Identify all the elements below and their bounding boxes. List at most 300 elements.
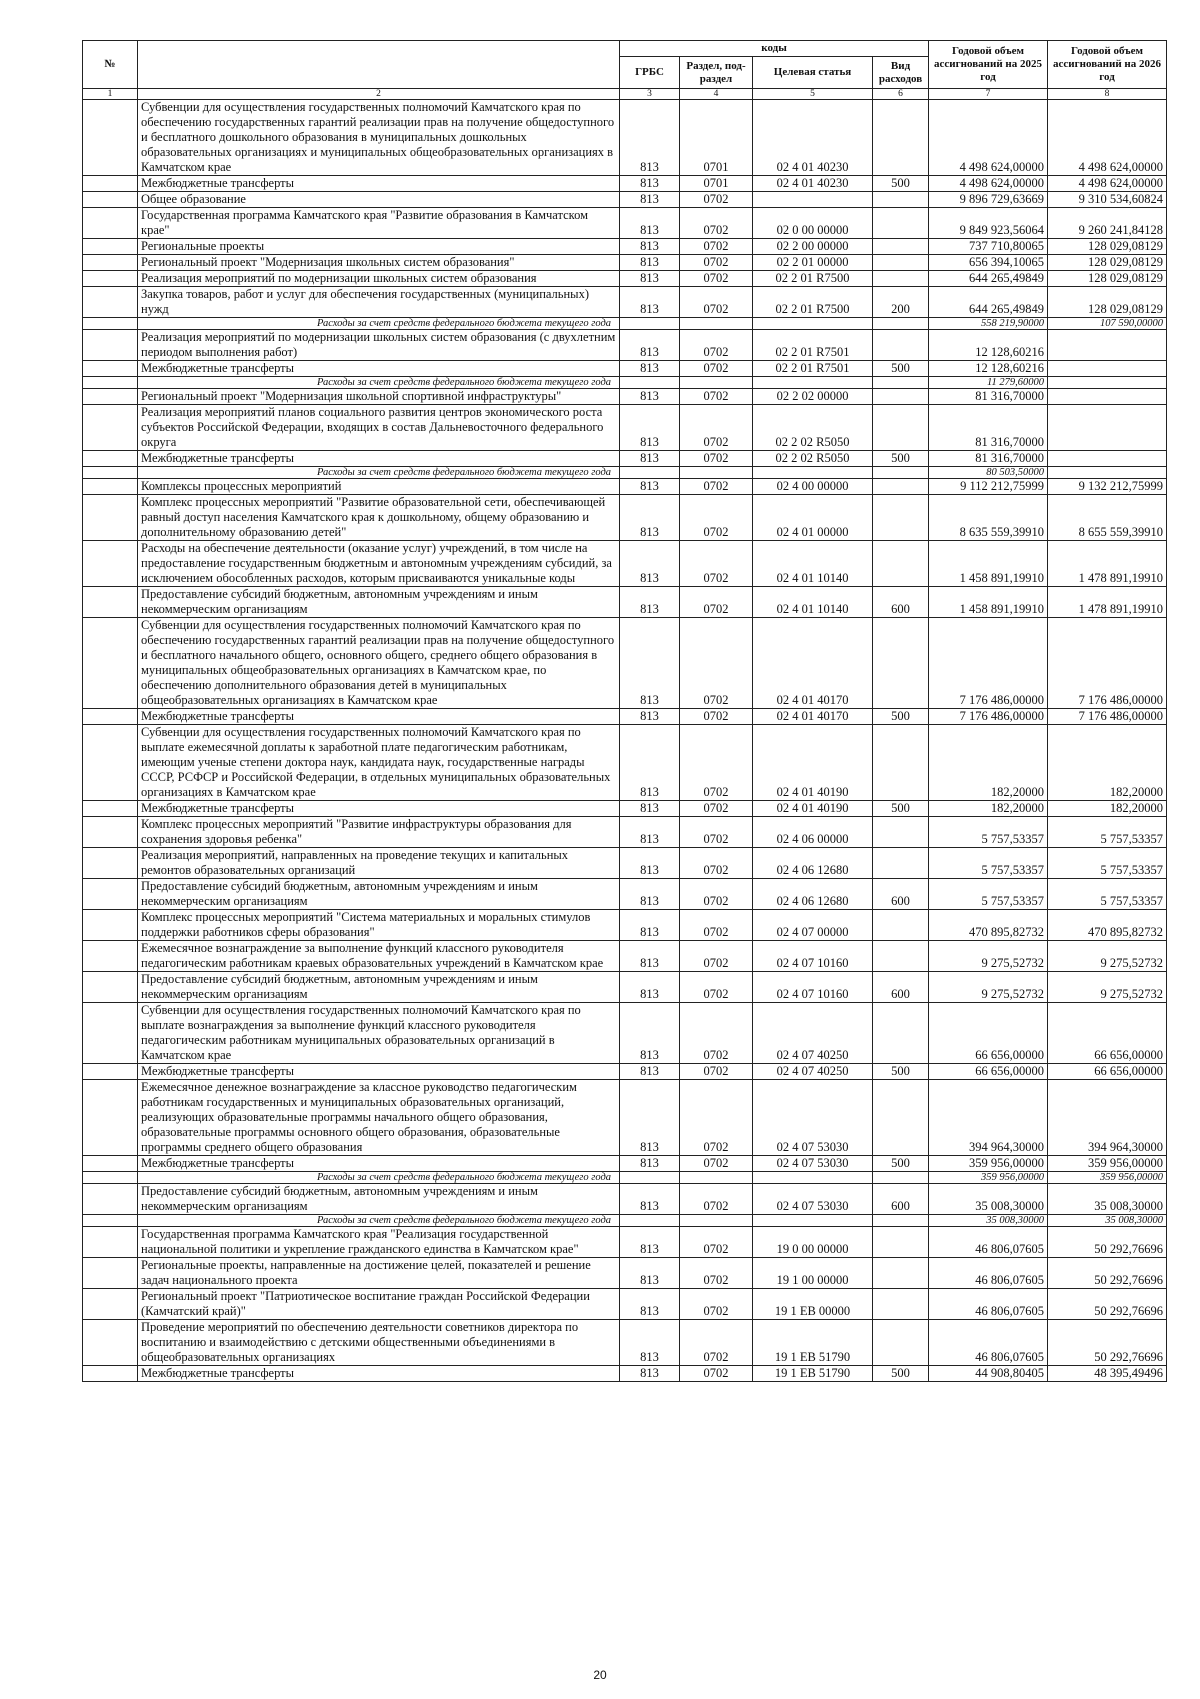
- section-cell: 0702: [680, 1289, 753, 1320]
- section-cell: 0702: [680, 239, 753, 255]
- expense-type-cell: [873, 208, 929, 239]
- amount-2025-cell: 5 757,53357: [929, 848, 1048, 879]
- table-row: [83, 1080, 1167, 1156]
- amount-2025-cell: 4 498 624,00000: [929, 176, 1048, 192]
- amount-2026-cell: 9 275,52732: [1048, 941, 1167, 972]
- target-article-cell: 19 0 00 00000: [753, 1227, 873, 1258]
- expense-type-cell: [873, 941, 929, 972]
- section-cell: 0701: [680, 100, 753, 176]
- grbs-cell: 813: [620, 941, 680, 972]
- row-name: Реализация мероприятий по модернизации школьных систем образования (с двухлетним периодом выполнения работ): [138, 330, 620, 361]
- section-cell: 0702: [680, 618, 753, 709]
- expense-type-cell: [873, 467, 929, 479]
- no-cell: [83, 817, 138, 848]
- amount-2025-cell: 4 498 624,00000: [929, 100, 1048, 176]
- row-name: Общее образование: [138, 192, 620, 208]
- row-name: Региональный проект "Модернизация школьной спортивной инфраструктуры": [138, 389, 620, 405]
- expense-type-cell: [873, 1320, 929, 1366]
- no-cell: [83, 377, 138, 389]
- expense-type-cell: [873, 1080, 929, 1156]
- amount-2025-cell: 46 806,07605: [929, 1227, 1048, 1258]
- target-article-cell: 19 1 ЕВ 51790: [753, 1320, 873, 1366]
- amount-2026-cell: [1048, 377, 1167, 389]
- amount-2026-cell: 9 260 241,84128: [1048, 208, 1167, 239]
- amount-2025-cell: 5 757,53357: [929, 879, 1048, 910]
- row-name: Ежемесячное вознаграждение за выполнение функций классного руководителя педагогическим работникам краевых образовательных учреждений в Камчатском крае: [138, 941, 620, 972]
- target-article-cell: 02 2 01 R7500: [753, 271, 873, 287]
- amount-2026-cell: 128 029,08129: [1048, 287, 1167, 318]
- target-article-cell: 02 4 07 53030: [753, 1080, 873, 1156]
- grbs-cell: 813: [620, 1184, 680, 1215]
- amount-2026-cell: [1048, 330, 1167, 361]
- grbs-cell: 813: [620, 1258, 680, 1289]
- expense-type-cell: [873, 1215, 929, 1227]
- row-name: Комплекс процессных мероприятий "Развитие инфраструктуры образования для сохранения здоровья ребенка": [138, 817, 620, 848]
- federal-budget-row: [83, 318, 1167, 330]
- section-cell: 0702: [680, 330, 753, 361]
- table-row: [83, 330, 1167, 361]
- table-row: [83, 255, 1167, 271]
- table-row: [83, 100, 1167, 176]
- section-cell: 0701: [680, 176, 753, 192]
- federal-budget-row: [83, 377, 1167, 389]
- no-cell: [83, 1156, 138, 1172]
- table-row: [83, 287, 1167, 318]
- amount-2026-cell: [1048, 389, 1167, 405]
- section-cell: 0702: [680, 361, 753, 377]
- section-cell: 0702: [680, 405, 753, 451]
- row-name: Региональные проекты: [138, 239, 620, 255]
- no-cell: [83, 541, 138, 587]
- table-row: [83, 910, 1167, 941]
- section-cell: [680, 1215, 753, 1227]
- expense-type-cell: [873, 725, 929, 801]
- section-cell: 0702: [680, 709, 753, 725]
- grbs-cell: [620, 1172, 680, 1184]
- amount-2026-cell: 50 292,76696: [1048, 1289, 1167, 1320]
- no-cell: [83, 1215, 138, 1227]
- amount-2025-cell: 9 275,52732: [929, 941, 1048, 972]
- section-cell: 0702: [680, 271, 753, 287]
- target-article-cell: 02 4 01 40230: [753, 100, 873, 176]
- table-row: [83, 389, 1167, 405]
- no-cell: [83, 192, 138, 208]
- section-cell: 0702: [680, 1064, 753, 1080]
- target-article-cell: 02 4 06 12680: [753, 848, 873, 879]
- grbs-cell: 813: [620, 541, 680, 587]
- row-name: Проведение мероприятий по обеспечению деятельности советников директора по воспитанию и взаимодействию с детскими общественными объединениями в общеобразовательных организациях: [138, 1320, 620, 1366]
- header-no: №: [83, 41, 138, 89]
- amount-2025-cell: 81 316,70000: [929, 451, 1048, 467]
- table-row: [83, 1184, 1167, 1215]
- section-cell: 0702: [680, 817, 753, 848]
- amount-2025-cell: 737 710,80065: [929, 239, 1048, 255]
- table-row: [83, 405, 1167, 451]
- grbs-cell: 813: [620, 361, 680, 377]
- amount-2025-cell: 470 895,82732: [929, 910, 1048, 941]
- column-number: 4: [680, 89, 753, 100]
- no-cell: [83, 361, 138, 377]
- grbs-cell: 813: [620, 1003, 680, 1064]
- amount-2025-cell: 44 908,80405: [929, 1366, 1048, 1382]
- row-name: Субвенции для осуществления государственных полномочий Камчатского края по выплате вознаграждения за выполнение функций классного руководителя педагогическим работникам муниципальных образовательных организаций в Камчатском крае: [138, 1003, 620, 1064]
- target-article-cell: 02 4 06 12680: [753, 879, 873, 910]
- amount-2025-cell: 81 316,70000: [929, 405, 1048, 451]
- grbs-cell: 813: [620, 287, 680, 318]
- section-cell: 0702: [680, 725, 753, 801]
- row-name: Межбюджетные трансферты: [138, 1156, 620, 1172]
- table-row: [83, 1289, 1167, 1320]
- target-article-cell: 02 4 01 40170: [753, 709, 873, 725]
- amount-2025-cell: 558 219,90000: [929, 318, 1048, 330]
- target-article-cell: [753, 377, 873, 389]
- expense-type-cell: [873, 405, 929, 451]
- no-cell: [83, 1184, 138, 1215]
- section-cell: 0702: [680, 587, 753, 618]
- section-cell: 0702: [680, 451, 753, 467]
- target-article-cell: [753, 192, 873, 208]
- header-target: Целевая статья: [753, 57, 873, 89]
- expense-type-cell: [873, 495, 929, 541]
- target-article-cell: 02 4 01 00000: [753, 495, 873, 541]
- target-article-cell: 02 4 06 00000: [753, 817, 873, 848]
- target-article-cell: 02 0 00 00000: [753, 208, 873, 239]
- grbs-cell: 813: [620, 1156, 680, 1172]
- amount-2026-cell: 107 590,00000: [1048, 318, 1167, 330]
- target-article-cell: 02 4 07 10160: [753, 941, 873, 972]
- amount-2026-cell: 128 029,08129: [1048, 271, 1167, 287]
- table-row: [83, 709, 1167, 725]
- expense-type-cell: 500: [873, 451, 929, 467]
- expense-type-cell: [873, 1258, 929, 1289]
- expense-type-cell: [873, 1172, 929, 1184]
- target-article-cell: 02 4 01 40170: [753, 618, 873, 709]
- target-article-cell: [753, 1172, 873, 1184]
- table-row: [83, 817, 1167, 848]
- expense-type-cell: 600: [873, 972, 929, 1003]
- amount-2026-cell: 9 132 212,75999: [1048, 479, 1167, 495]
- amount-2026-cell: 128 029,08129: [1048, 255, 1167, 271]
- expense-type-cell: [873, 389, 929, 405]
- federal-budget-row: [83, 1172, 1167, 1184]
- row-name: Субвенции для осуществления государственных полномочий Камчатского края по обеспечению государственных гарантий реализации прав на получение общедоступного и бесплатного начального общего, основного общего, среднего общего образования в муниципальных общеобразовательных организациях в Камчатском крае, по обеспечению дополнительного образования детей в муниципальных общеобразовательных организациях в Камчатском крае: [138, 618, 620, 709]
- row-name: Межбюджетные трансферты: [138, 361, 620, 377]
- amount-2026-cell: [1048, 451, 1167, 467]
- table-row: [83, 848, 1167, 879]
- row-name: Расходы за счет средств федерального бюджета текущего года: [138, 1215, 620, 1227]
- target-article-cell: 02 4 01 40230: [753, 176, 873, 192]
- federal-budget-row: [83, 467, 1167, 479]
- row-name: Комплекс процессных мероприятий "Развитие образовательной сети, обеспечивающей равный доступ населения Камчатского края к дошкольному, общему образованию и дополнительному образованию детей": [138, 495, 620, 541]
- expense-type-cell: 600: [873, 587, 929, 618]
- column-number: 2: [138, 89, 620, 100]
- no-cell: [83, 848, 138, 879]
- header-section: Раздел, под-раздел: [680, 57, 753, 89]
- grbs-cell: 813: [620, 879, 680, 910]
- expense-type-cell: 500: [873, 176, 929, 192]
- target-article-cell: 02 2 01 R7500: [753, 287, 873, 318]
- amount-2025-cell: 11 279,60000: [929, 377, 1048, 389]
- amount-2026-cell: 1 478 891,19910: [1048, 541, 1167, 587]
- amount-2025-cell: 359 956,00000: [929, 1156, 1048, 1172]
- no-cell: [83, 451, 138, 467]
- expense-type-cell: 600: [873, 879, 929, 910]
- grbs-cell: 813: [620, 208, 680, 239]
- amount-2026-cell: 50 292,76696: [1048, 1258, 1167, 1289]
- no-cell: [83, 405, 138, 451]
- column-number: 6: [873, 89, 929, 100]
- no-cell: [83, 318, 138, 330]
- table-row: [83, 1156, 1167, 1172]
- section-cell: 0702: [680, 1003, 753, 1064]
- amount-2025-cell: 7 176 486,00000: [929, 709, 1048, 725]
- amount-2025-cell: 644 265,49849: [929, 271, 1048, 287]
- amount-2026-cell: 128 029,08129: [1048, 239, 1167, 255]
- no-cell: [83, 495, 138, 541]
- row-name: Региональные проекты, направленные на достижение целей, показателей и решение задач национального проекта: [138, 1258, 620, 1289]
- grbs-cell: 813: [620, 801, 680, 817]
- expense-type-cell: 600: [873, 1184, 929, 1215]
- amount-2025-cell: 1 458 891,19910: [929, 541, 1048, 587]
- amount-2025-cell: 12 128,60216: [929, 361, 1048, 377]
- expense-type-cell: [873, 239, 929, 255]
- row-name: Ежемесячное денежное вознаграждение за классное руководство педагогическим работникам государственных и муниципальных образовательных организаций, реализующих образовательные программы начального общего образования, образовательные программы основного общего образования, образовательные программы среднего общего образования: [138, 1080, 620, 1156]
- target-article-cell: [753, 318, 873, 330]
- amount-2026-cell: 4 498 624,00000: [1048, 100, 1167, 176]
- amount-2026-cell: 5 757,53357: [1048, 817, 1167, 848]
- row-name: Межбюджетные трансферты: [138, 801, 620, 817]
- no-cell: [83, 271, 138, 287]
- grbs-cell: 813: [620, 176, 680, 192]
- section-cell: 0702: [680, 941, 753, 972]
- amount-2025-cell: 8 635 559,39910: [929, 495, 1048, 541]
- amount-2025-cell: 182,20000: [929, 801, 1048, 817]
- target-article-cell: 02 4 01 10140: [753, 587, 873, 618]
- row-name: Расходы за счет средств федерального бюджета текущего года: [138, 377, 620, 389]
- grbs-cell: 813: [620, 479, 680, 495]
- row-name: Реализация мероприятий планов социального развития центров экономического роста субъектов Российской Федерации, входящих в состав Дальневосточного федерального округа: [138, 405, 620, 451]
- section-cell: 0702: [680, 479, 753, 495]
- amount-2026-cell: 359 956,00000: [1048, 1172, 1167, 1184]
- row-name: Субвенции для осуществления государственных полномочий Камчатского края по выплате ежемесячной доплаты к заработной плате педагогическим работникам, имеющим ученые степени доктора наук, кандидата наук, государственные награды СССР, РСФСР и Российской Федерации, в отдельных муниципальных образовательных организациях в Камчатском крае: [138, 725, 620, 801]
- amount-2026-cell: 35 008,30000: [1048, 1184, 1167, 1215]
- row-name: Реализация мероприятий, направленных на проведение текущих и капитальных ремонтов образовательных организаций: [138, 848, 620, 879]
- amount-2025-cell: 9 112 212,75999: [929, 479, 1048, 495]
- section-cell: 0702: [680, 208, 753, 239]
- no-cell: [83, 801, 138, 817]
- no-cell: [83, 1320, 138, 1366]
- expense-type-cell: 500: [873, 361, 929, 377]
- table-row: [83, 879, 1167, 910]
- grbs-cell: 813: [620, 1320, 680, 1366]
- amount-2026-cell: 182,20000: [1048, 801, 1167, 817]
- no-cell: [83, 618, 138, 709]
- amount-2026-cell: 182,20000: [1048, 725, 1167, 801]
- table-row: [83, 451, 1167, 467]
- expense-type-cell: [873, 330, 929, 361]
- section-cell: 0702: [680, 541, 753, 587]
- row-name: Расходы за счет средств федерального бюджета текущего года: [138, 318, 620, 330]
- amount-2025-cell: 9 849 923,56064: [929, 208, 1048, 239]
- section-cell: 0702: [680, 1227, 753, 1258]
- section-cell: 0702: [680, 1184, 753, 1215]
- section-cell: 0702: [680, 910, 753, 941]
- section-cell: 0702: [680, 879, 753, 910]
- no-cell: [83, 287, 138, 318]
- target-article-cell: 02 4 07 40250: [753, 1064, 873, 1080]
- row-name: Расходы за счет средств федерального бюджета текущего года: [138, 467, 620, 479]
- amount-2025-cell: 394 964,30000: [929, 1080, 1048, 1156]
- amount-2025-cell: 12 128,60216: [929, 330, 1048, 361]
- expense-type-cell: [873, 100, 929, 176]
- no-cell: [83, 479, 138, 495]
- grbs-cell: 813: [620, 389, 680, 405]
- page-number: 20: [593, 1668, 607, 1682]
- table-row: [83, 192, 1167, 208]
- section-cell: 0702: [680, 389, 753, 405]
- expense-type-cell: 500: [873, 1366, 929, 1382]
- amount-2026-cell: 50 292,76696: [1048, 1227, 1167, 1258]
- expense-type-cell: 500: [873, 801, 929, 817]
- table-row: [83, 1258, 1167, 1289]
- target-article-cell: 02 2 01 R7501: [753, 361, 873, 377]
- expense-type-cell: [873, 1003, 929, 1064]
- section-cell: 0702: [680, 848, 753, 879]
- amount-2026-cell: 48 395,49496: [1048, 1366, 1167, 1382]
- amount-2026-cell: 7 176 486,00000: [1048, 618, 1167, 709]
- amount-2026-cell: [1048, 405, 1167, 451]
- table-row: [83, 941, 1167, 972]
- grbs-cell: 813: [620, 271, 680, 287]
- no-cell: [83, 1366, 138, 1382]
- amount-2025-cell: 359 956,00000: [929, 1172, 1048, 1184]
- row-name: Межбюджетные трансферты: [138, 176, 620, 192]
- amount-2026-cell: 9 310 534,60824: [1048, 192, 1167, 208]
- no-cell: [83, 208, 138, 239]
- expense-type-cell: [873, 271, 929, 287]
- grbs-cell: 813: [620, 618, 680, 709]
- no-cell: [83, 255, 138, 271]
- table-row: [83, 801, 1167, 817]
- amount-2025-cell: 5 757,53357: [929, 817, 1048, 848]
- expense-type-cell: [873, 541, 929, 587]
- grbs-cell: 813: [620, 451, 680, 467]
- row-name: Предоставление субсидий бюджетным, автономным учреждениям и иным некоммерческим организациям: [138, 879, 620, 910]
- amount-2026-cell: [1048, 361, 1167, 377]
- table-row: [83, 239, 1167, 255]
- header-codes: коды: [620, 41, 929, 57]
- table-row: [83, 1227, 1167, 1258]
- amount-2025-cell: 35 008,30000: [929, 1215, 1048, 1227]
- no-cell: [83, 725, 138, 801]
- expense-type-cell: [873, 910, 929, 941]
- row-name: Региональный проект "Модернизация школьных систем образования": [138, 255, 620, 271]
- row-name: Реализация мероприятий по модернизации школьных систем образования: [138, 271, 620, 287]
- grbs-cell: 813: [620, 100, 680, 176]
- section-cell: [680, 467, 753, 479]
- amount-2025-cell: 80 503,50000: [929, 467, 1048, 479]
- grbs-cell: [620, 467, 680, 479]
- amount-2026-cell: 7 176 486,00000: [1048, 709, 1167, 725]
- target-article-cell: 02 4 07 00000: [753, 910, 873, 941]
- table-row: [83, 479, 1167, 495]
- target-article-cell: 02 4 07 53030: [753, 1156, 873, 1172]
- amount-2025-cell: 46 806,07605: [929, 1258, 1048, 1289]
- section-cell: 0702: [680, 495, 753, 541]
- column-number: 8: [1048, 89, 1167, 100]
- no-cell: [83, 1172, 138, 1184]
- target-article-cell: [753, 1215, 873, 1227]
- grbs-cell: 813: [620, 1227, 680, 1258]
- row-name: Предоставление субсидий бюджетным, автономным учреждениям и иным некоммерческим организациям: [138, 587, 620, 618]
- grbs-cell: [620, 377, 680, 389]
- table-row: [83, 587, 1167, 618]
- amount-2025-cell: 1 458 891,19910: [929, 587, 1048, 618]
- no-cell: [83, 1064, 138, 1080]
- row-name: Государственная программа Камчатского края "Реализация государственной национальной политики и укрепление гражданского единства в Камчатском крае": [138, 1227, 620, 1258]
- expense-type-cell: [873, 255, 929, 271]
- no-cell: [83, 239, 138, 255]
- column-number: 3: [620, 89, 680, 100]
- amount-2026-cell: 8 655 559,39910: [1048, 495, 1167, 541]
- target-article-cell: 02 4 07 40250: [753, 1003, 873, 1064]
- grbs-cell: 813: [620, 972, 680, 1003]
- grbs-cell: 813: [620, 1366, 680, 1382]
- row-name: Закупка товаров, работ и услуг для обеспечения государственных (муниципальных) нужд: [138, 287, 620, 318]
- amount-2026-cell: 470 895,82732: [1048, 910, 1167, 941]
- grbs-cell: [620, 318, 680, 330]
- table-row: [83, 972, 1167, 1003]
- expense-type-cell: [873, 192, 929, 208]
- expense-type-cell: [873, 1227, 929, 1258]
- row-name: Предоставление субсидий бюджетным, автономным учреждениям и иным некоммерческим организациям: [138, 1184, 620, 1215]
- no-cell: [83, 972, 138, 1003]
- column-number: 1: [83, 89, 138, 100]
- no-cell: [83, 389, 138, 405]
- section-cell: 0702: [680, 801, 753, 817]
- target-article-cell: 19 1 00 00000: [753, 1258, 873, 1289]
- amount-2026-cell: 394 964,30000: [1048, 1080, 1167, 1156]
- row-name: Предоставление субсидий бюджетным, автономным учреждениям и иным некоммерческим организациям: [138, 972, 620, 1003]
- no-cell: [83, 879, 138, 910]
- header-type: Вид расходов: [873, 57, 929, 89]
- section-cell: [680, 1172, 753, 1184]
- row-name: Межбюджетные трансферты: [138, 1366, 620, 1382]
- section-cell: 0702: [680, 1156, 753, 1172]
- row-name: Межбюджетные трансферты: [138, 709, 620, 725]
- section-cell: 0702: [680, 1320, 753, 1366]
- grbs-cell: 813: [620, 910, 680, 941]
- no-cell: [83, 1003, 138, 1064]
- target-article-cell: [753, 467, 873, 479]
- column-number: 5: [753, 89, 873, 100]
- row-name: Комплекс процессных мероприятий "Система материальных и моральных стимулов поддержки работников сферы образования": [138, 910, 620, 941]
- section-cell: 0702: [680, 287, 753, 318]
- expense-type-cell: 200: [873, 287, 929, 318]
- table-row: [83, 361, 1167, 377]
- section-cell: 0702: [680, 1366, 753, 1382]
- target-article-cell: 02 2 00 00000: [753, 239, 873, 255]
- table-body: [83, 100, 1167, 1382]
- amount-2025-cell: 81 316,70000: [929, 389, 1048, 405]
- target-article-cell: 02 4 07 53030: [753, 1184, 873, 1215]
- section-cell: [680, 318, 753, 330]
- row-name: Расходы на обеспечение деятельности (оказание услуг) учреждений, в том числе на предоставление государственным бюджетным и автономным учреждениям субсидий, за исключением обособленных расходов, которым присваиваются уникальные коды: [138, 541, 620, 587]
- amount-2025-cell: 35 008,30000: [929, 1184, 1048, 1215]
- row-name: Государственная программа Камчатского края "Развитие образования в Камчатском крае": [138, 208, 620, 239]
- table-row: [83, 271, 1167, 287]
- amount-2026-cell: 359 956,00000: [1048, 1156, 1167, 1172]
